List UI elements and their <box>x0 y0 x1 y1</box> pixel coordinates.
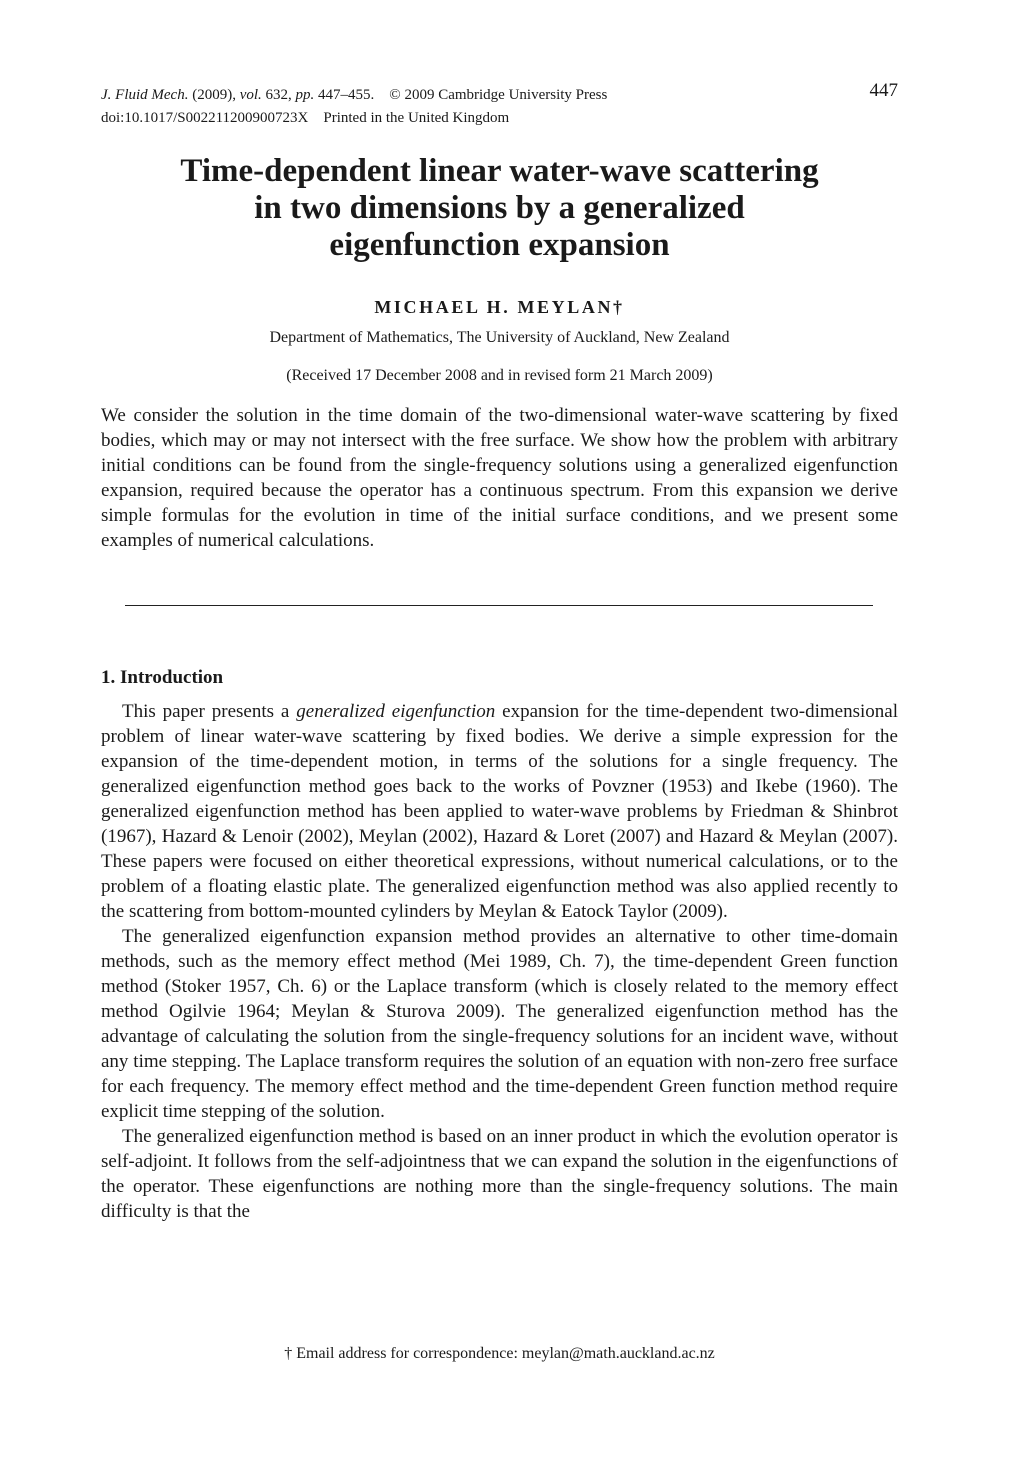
paragraph: The generalized eigenfunction method is based on an inner product in which the evolution operator is self-adjoint. It follows from the self-adjointness that we can expand the solution in the eigenfunctions of the operator. These eigenfunctions are nothing more than the single-frequency solutions. The main difficulty is that the <box>101 1126 898 1222</box>
printed-notice: Printed in the United Kingdom <box>323 110 510 126</box>
page-range: 447–455. <box>318 87 375 103</box>
title-line: in two dimensions by a generalized <box>254 190 745 226</box>
author-name: MICHAEL H. MEYLAN† <box>374 297 625 317</box>
volume-number: 632, <box>265 87 292 103</box>
copyright-notice: © 2009 Cambridge University Press <box>389 87 608 103</box>
received-dates: (Received 17 December 2008 and in revised form 21 March 2009) <box>286 367 713 384</box>
volume-label: vol. <box>239 87 262 103</box>
journal-year: (2009), <box>192 87 236 103</box>
abstract: We consider the solution in the time domain of the two-dimensional water-wave scattering by fixed bodies, which may or may not intersect with the free surface. We show how the problem with arbitrary initial conditions can be found from the single-frequency solutions using a generalized eigenfunction expansion, required because the operator has a continuous spectrum. From this expansion we derive simple formulas for the evolution in time of the initial surface conditions, and we present some examples of numerical calculations. <box>101 405 898 551</box>
journal-name: J. Fluid Mech. <box>101 87 189 103</box>
citation-line <box>101 84 898 107</box>
paper-title <box>101 153 898 264</box>
pages-label: pp. <box>295 87 315 103</box>
journal-header <box>101 84 898 130</box>
paragraph <box>101 699 898 924</box>
paragraph-text: This paper presents a <box>122 701 297 722</box>
section-heading: 1. Introduction <box>101 667 224 688</box>
paragraph-text: expansion for the time-dependent two-dimensional problem of linear water-wave scattering by fixed bodies. We derive a simple expression for the expansion of the time-dependent motion, in terms of the solutions for a single frequency. The generalized eigenfunction method goes back to the works of Povzner (1953) and Ikebe (1960). The generalized eigenfunction method has been applied to water-wave problems by Friedman & Shinbrot (1967), Hazard & Lenoir (2002), Meylan (2002), Hazard & Loret (2007) and Hazard & Meylan (2007). These papers were focused on either theoretical expressions, without numerical calculations, or to the problem of a floating elastic plate. The generalized eigenfunction method was also applied recently to the scattering from bottom-mounted cylinders by Meylan & Eatock Taylor (2009). <box>101 701 899 922</box>
section-divider <box>125 605 873 606</box>
emphasis-text: generalized eigenfunction <box>296 701 496 722</box>
paragraph: The generalized eigenfunction expansion method provides an alternative to other time-domain methods, such as the memory effect method (Mei 1989, Ch. 7), the time-dependent Green function method (Stoker 1957, Ch. 6) or the Laplace transform (which is closely related to the memory effect method Ogilvie 1964; Meylan & Sturova 2009). The generalized eigenfunction method has the advantage of calculating the solution from the single-frequency solutions for an incident wave, without any time stepping. The Laplace transform requires the solution of an equation with non-zero free surface for each frequency. The memory effect method and the time-dependent Green function method require explicit time stepping of the solution. <box>101 926 898 1122</box>
footnote: † Email address for correspondence: meylan@math.auckland.ac.nz <box>284 1345 715 1362</box>
title-line: Time-dependent linear water-wave scattering <box>180 153 819 189</box>
page-number: 447 <box>869 80 898 101</box>
title-line: eigenfunction expansion <box>329 227 670 263</box>
doi-line <box>101 107 898 130</box>
author-affiliation: Department of Mathematics, The University of Auckland, New Zealand <box>269 329 730 346</box>
introduction-body <box>101 699 898 1224</box>
doi: doi:10.1017/S002211200900723X <box>101 110 309 126</box>
